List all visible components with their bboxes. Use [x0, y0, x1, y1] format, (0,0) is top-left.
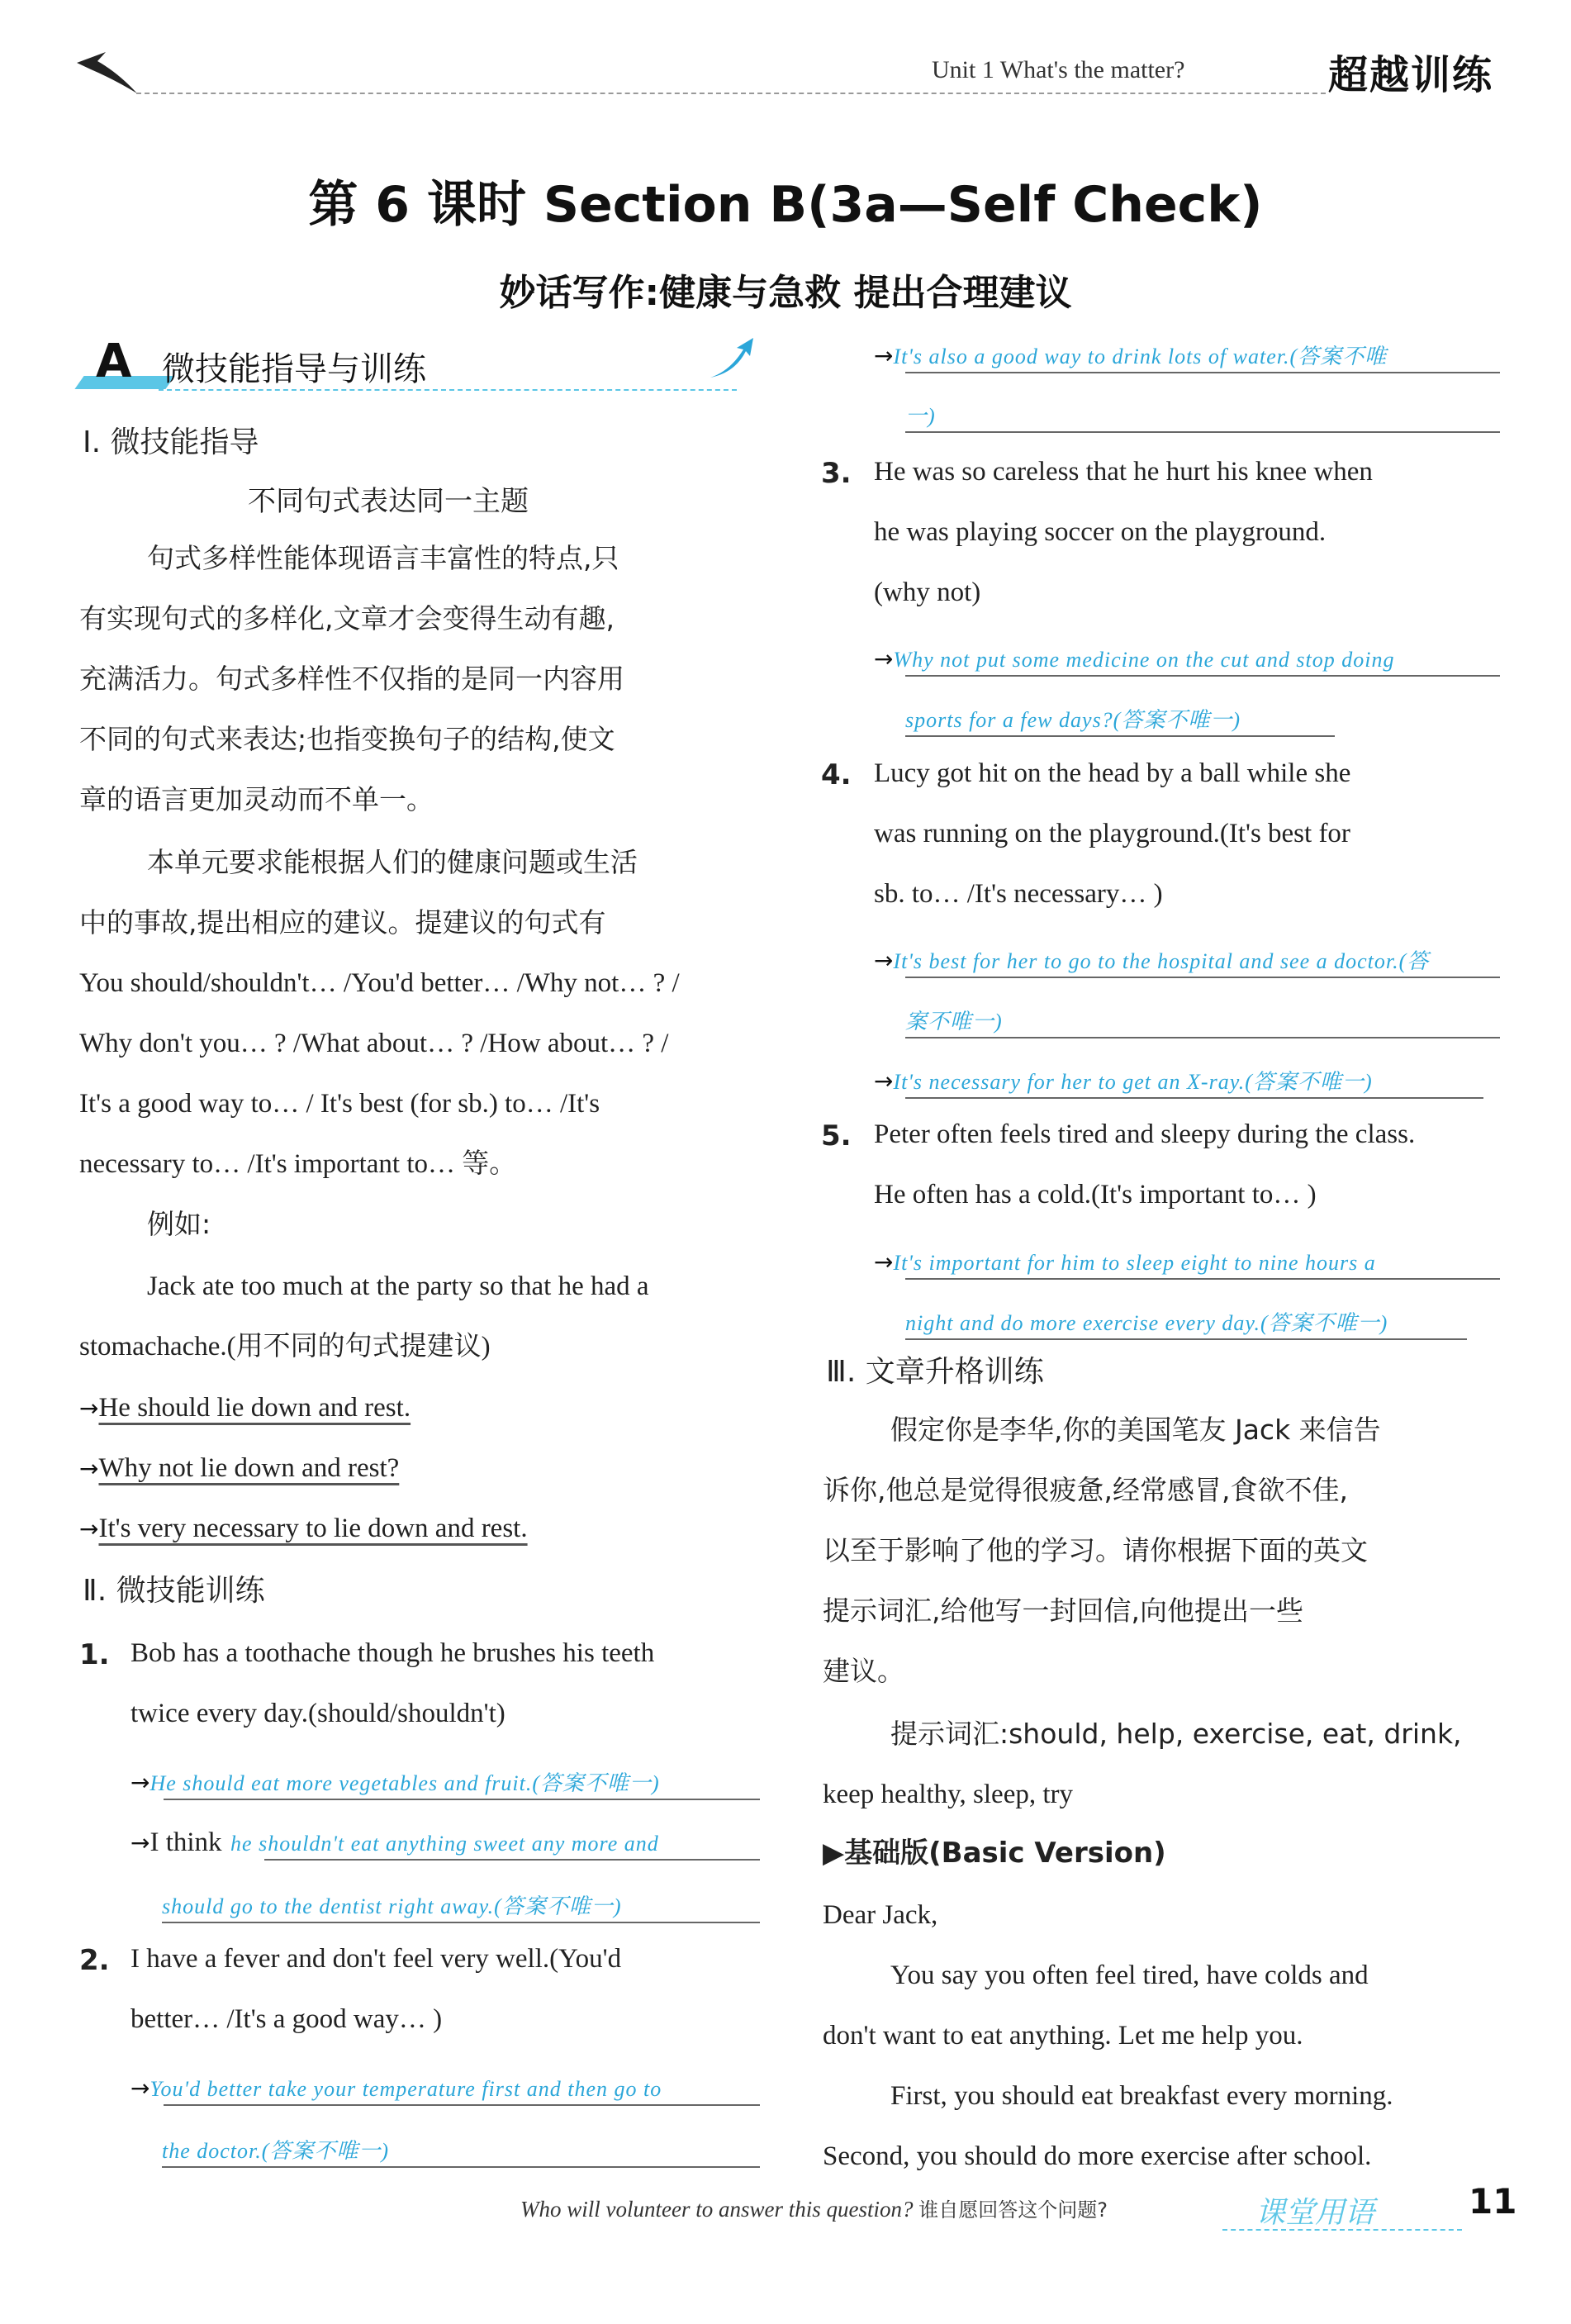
q3-line: (why not) [874, 577, 981, 607]
example-label: 例如: [147, 1208, 211, 1240]
part3-para-line: 提示词汇,给他写一封回信,向他提出一些 [823, 1594, 1303, 1627]
q5-number: 5. [821, 1119, 852, 1152]
part3-heading: Ⅲ. 文章升格训练 [826, 1355, 1044, 1389]
q4-line: was running on the playground.(It's best for [874, 819, 1350, 848]
back-arrow-icon [73, 48, 139, 97]
arrow-icon: → [131, 2074, 150, 2102]
footer-brand: 课堂用语 [1255, 2196, 1375, 2230]
example-answer: →He should lie down and rest. [79, 1393, 411, 1423]
q4-answer-2: →It's necessary for her to get an X-ray.(答案不唯一) [874, 1067, 1373, 1095]
arrow-icon: → [874, 1248, 894, 1276]
q2-number: 2. [79, 1944, 110, 1977]
q5-answer-cont: night and do more exercise every day.(答案不唯一) [905, 1311, 1388, 1335]
q1-answer-2-cont: should go to the dentist right away.(答案不唯一) [162, 1894, 622, 1918]
answer-line [905, 431, 1500, 433]
arrow-icon: → [131, 1769, 150, 1796]
q2-answer-2-cont: 一) [905, 404, 936, 428]
arrow-icon: → [79, 1395, 99, 1422]
footer-text: Who will volunteer to answer this question? 谁自愿回答这个问题? [520, 2197, 1108, 2222]
q4-answer-1-cont: 案不唯一) [905, 1010, 1003, 1034]
para1-line: 充满活力。句式多样性不仅指的是同一内容用 [79, 663, 624, 695]
answer-line [164, 1799, 760, 1800]
arrow-icon: → [79, 1455, 99, 1482]
arrow-icon: → [874, 1067, 894, 1095]
q1-answer-2: →I think he shouldn't eat anything sweet any more and [131, 1827, 659, 1857]
para1-line: 不同的句式来表达;也指变换句子的结构,使文 [79, 723, 615, 755]
swoosh-arrow-icon [707, 335, 757, 384]
part3-para-line: 以至于影响了他的学习。请你根据下面的英文 [823, 1534, 1368, 1566]
answer-line [905, 1338, 1467, 1340]
q2-line: I have a fever and don't feel very well.(You'd [131, 1944, 622, 1974]
footer-rule [1222, 2229, 1462, 2231]
section-a-letter: A [96, 335, 132, 388]
page-number: 11 [1469, 2181, 1517, 2222]
answer-line [162, 2166, 760, 2168]
section-a-label: 微技能指导与训练 [162, 350, 426, 388]
q1-number: 1. [79, 1638, 110, 1671]
q5-line: He often has a cold.(It's important to… ) [874, 1180, 1317, 1210]
q5-answer: →It's important for him to sleep eight to nine hours a [874, 1248, 1376, 1276]
q2-answer-1: →You'd better take your temperature first and then go to [131, 2074, 662, 2102]
answer-line [905, 735, 1335, 737]
letter-line: First, you should eat breakfast every morning. [890, 2081, 1393, 2111]
letter-line: You say you often feel tired, have colds and [890, 1960, 1369, 1990]
basic-version-label: ▶基础版(Basic Version) [823, 1837, 1166, 1870]
hint-line: keep healthy, sleep, try [823, 1780, 1073, 1809]
q2-line: better… /It's a good way… ) [131, 2004, 443, 2034]
q3-answer: →Why not put some medicine on the cut and stop doing [874, 645, 1395, 672]
q2-answer-2: →It's also a good way to drink lots of water.(答案不唯 [874, 342, 1388, 369]
para2-line: 中的事故,提出相应的建议。提建议的句式有 [79, 906, 606, 939]
example-line: Jack ate too much at the party so that he had a [147, 1271, 649, 1301]
q4-number: 4. [821, 758, 852, 791]
q1-line: twice every day.(should/shouldn't) [131, 1699, 505, 1728]
para1-line: 章的语言更加灵动而不单一。 [79, 783, 434, 815]
answer-line [905, 1278, 1500, 1280]
arrow-icon: → [79, 1515, 99, 1542]
letter-line: Second, you should do more exercise after school. [823, 2141, 1372, 2171]
q4-line: Lucy got hit on the head by a ball while she [874, 758, 1351, 788]
letter-line: don't want to eat anything. Let me help you. [823, 2021, 1303, 2051]
example-answer: →Why not lie down and rest? [79, 1453, 400, 1483]
part1-center-title: 不同句式表达同一主题 [248, 485, 529, 518]
q4-answer-1: →It's best for her to go to the hospital and see a doctor.(答 [874, 947, 1430, 974]
q3-line: he was playing soccer on the playground. [874, 517, 1327, 547]
answer-line [905, 1097, 1483, 1099]
para2-line: 本单元要求能根据人们的健康问题或生活 [147, 846, 638, 878]
example-answer: →It's very necessary to lie down and rest. [79, 1514, 528, 1543]
answer-line [164, 2104, 760, 2106]
arrow-icon: → [874, 947, 894, 974]
header-brand: 超越训练 [1328, 52, 1494, 98]
part2-heading: Ⅱ. 微技能训练 [83, 1574, 265, 1608]
part3-para-line: 建议。 [823, 1655, 904, 1687]
part3-para-line: 假定你是李华,你的美国笔友 Jack 来信告 [890, 1414, 1381, 1446]
q3-answer-cont: sports for a few days?(答案不唯一) [905, 708, 1241, 732]
answer-line [905, 372, 1500, 373]
q4-line: sb. to… /It's necessary… ) [874, 879, 1163, 909]
arrow-icon: → [874, 645, 894, 672]
q3-number: 3. [821, 457, 852, 490]
hint-line: 提示词汇:should, help, exercise, eat, drink, [890, 1718, 1462, 1750]
example-line: stomachache.(用不同的句式提建议) [79, 1332, 491, 1362]
para2-line: Why don't you… ? /What about… ? /How about… ? / [79, 1029, 669, 1058]
unit-label: Unit 1 What's the matter? [932, 56, 1185, 83]
page-subtitle: 妙话写作:健康与急救 提出合理建议 [499, 272, 1072, 314]
q1-line: Bob has a toothache though he brushes his teeth [131, 1638, 655, 1668]
answer-line [905, 675, 1500, 677]
section-a-underline [159, 389, 737, 391]
answer-line [905, 1037, 1500, 1038]
q1-answer-1: →He should eat more vegetables and fruit.(答案不唯一) [131, 1769, 660, 1796]
answer-line [162, 1922, 760, 1923]
letter-line: Dear Jack, [823, 1900, 938, 1930]
para2-line: It's a good way to… / It's best (for sb.) to… /It's [79, 1089, 600, 1119]
para2-line: necessary to… /It's important to… 等。 [79, 1149, 517, 1179]
para1-line: 有实现句式的多样化,文章才会变得生动有趣, [79, 602, 615, 634]
q5-line: Peter often feels tired and sleepy during the class. [874, 1119, 1416, 1149]
q3-line: He was so careless that he hurt his knee when [874, 457, 1373, 487]
q2-answer-1-cont: the doctor.(答案不唯一) [162, 2139, 390, 2163]
arrow-icon: → [131, 1829, 150, 1856]
para1-line: 句式多样性能体现语言丰富性的特点,只 [147, 542, 619, 574]
part3-para-line: 诉你,他总是觉得很疲惫,经常感冒,食欲不佳, [823, 1474, 1348, 1506]
part1-heading: Ⅰ. 微技能指导 [83, 425, 259, 459]
page-title: 第 6 课时 Section B(3a—Self Check) [308, 176, 1263, 234]
answer-line [264, 1859, 760, 1861]
section-a-banner [79, 335, 757, 392]
para2-line: You should/shouldn't… /You'd better… /Why not… ? / [79, 968, 680, 998]
header-rule [136, 93, 1326, 94]
arrow-icon: → [874, 342, 894, 369]
answer-line [905, 977, 1500, 978]
